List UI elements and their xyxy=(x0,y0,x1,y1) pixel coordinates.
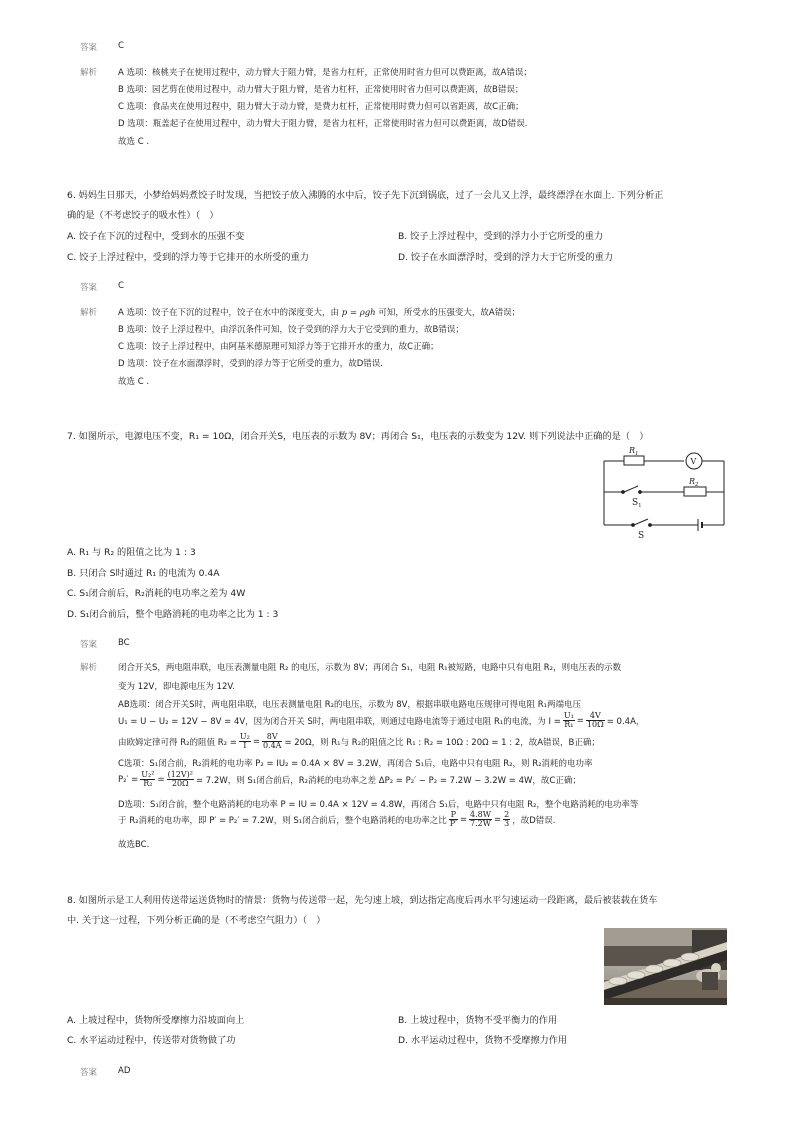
label-s: S xyxy=(638,531,645,541)
answer-value: BC xyxy=(118,638,130,648)
analysis-line: D选项：S₁闭合前，整个电路消耗的电功率 P = IU = 0.4A × 12V = 4.8W，再闭合 S₁后，电路中只有电阻 R₂，整个电路消耗的电功率等 xyxy=(118,800,639,810)
answer-value: C xyxy=(118,41,124,51)
fraction: $\frac{4.8W}{7.2W}$ xyxy=(470,810,491,829)
circuit-diagram xyxy=(598,446,730,542)
answer-label: 答案 xyxy=(80,283,98,293)
svg-text:R1: $R_1$ xyxy=(629,446,639,457)
analysis-line: 由欧姆定律可得 R₂的阻值 R₂ = $\frac{\text{U₂}}{I}$ = $\frac{8V}{0.4A}$ = 20Ω，则 R₁与 R₂的阻值之比 R₁ : R₂ = 10Ω : 20Ω = 1 : 2，故A错误，B正确； xyxy=(118,732,600,751)
fraction: $\frac{8V}{0.4A}$ xyxy=(262,732,282,751)
answer-value: C xyxy=(118,281,124,291)
analysis-line: 故选BC. xyxy=(118,840,150,850)
label-r1: R xyxy=(629,446,636,455)
question-stem: 8. 如图所示是工人利用传送带运送货物时的情景：货物与传送带一起，先匀速上坡，到达指定高度后再水平匀速运动一段距离，最后被装载在货车 xyxy=(67,895,658,906)
question-stem: 中. 关于这一过程，下列分析正确的是（不考虑空气阻力）（ ） xyxy=(67,915,326,926)
answer-value: AD xyxy=(118,1066,131,1076)
option-d: D. 水平运动过程中，货物不受摩擦力作用 xyxy=(398,1035,568,1046)
analysis-line: U₁ = U − U₂ = 12V − 8V = 4V，因为闭合开关 S时，两电阻串联，则通过电路电流等于通过电阻 R₁的电流，为 I = $\frac{\text{U₁}}{\text{R₁}}$ = $\frac{4V}{10\Omega}$ = 0.4A， xyxy=(118,711,645,730)
label-v: V xyxy=(690,457,697,466)
option-a: A. 饺子在下沉的过程中，受到水的压强不变 xyxy=(67,231,245,242)
label-s1: S xyxy=(632,498,639,508)
analysis-line: B 选项：饺子上浮过程中，由浮沉条件可知，饺子受到的浮力大于它受到的重力，故B错误； xyxy=(118,325,464,335)
option-b: B. 饺子上浮过程中，受到的浮力小于它所受的重力 xyxy=(398,231,604,242)
svg-text:S1: $S_1$ xyxy=(632,498,642,509)
option-c: C. 饺子上浮过程中，受到的浮力等于它排开的水所受的重力 xyxy=(67,252,309,263)
analysis-line: B 选项：园艺剪在使用过程中，动力臂大于阻力臂，是省力杠杆，正常使用时省力但可以费距离，故B错误； xyxy=(118,85,524,95)
analysis-label: 解析 xyxy=(80,308,98,318)
analysis-line: AB选项：闭合开关S时，两电阻串联，电压表测量电阻 R₂的电压，示数为 8V，根据串联电路电压规律可得电阻 R₁两端电压 xyxy=(118,700,582,710)
option-a: A. 上坡过程中，货物所受摩擦力沿坡面向上 xyxy=(67,1015,245,1026)
analysis-label: 解析 xyxy=(80,663,98,673)
analysis-text: 可知，所受水的压强变大，故A错误； xyxy=(378,308,521,318)
option-c: C. 水平运动过程中，传送带对货物做了功 xyxy=(67,1035,236,1046)
resistor-r2 xyxy=(684,487,706,496)
resistor-r1 xyxy=(624,456,644,465)
switch-s1 xyxy=(624,486,638,492)
option-c: C. S₁闭合前后，R₂消耗的电功率之差为 4W xyxy=(67,588,246,599)
answer-label: 答案 xyxy=(80,640,98,650)
option-b: B. 上坡过程中，货物不受平衡力的作用 xyxy=(398,1015,558,1026)
analysis-line: A 选项：核桃夹子在使用过程中，动力臂大于阻力臂，是省力杠杆，正常使用时省力但可以费距离，故A错误； xyxy=(118,68,532,78)
fraction: $\frac{\text{U₁}}{\text{R₁}}$ xyxy=(563,711,574,730)
switch-s xyxy=(634,519,648,525)
conveyor-photo xyxy=(604,928,727,1005)
analysis-line xyxy=(118,306,520,318)
answer-label: 答案 xyxy=(80,43,98,53)
question-stem: 确的是（不考虑饺子的吸水性）（ ） xyxy=(67,210,219,221)
analysis-line: C 选项：食品夹在使用过程中，阻力臂大于动力臂，是费力杠杆，正常使用时费力但可以省距离，故C正确； xyxy=(118,102,524,112)
question-stem: 6. 妈妈生日那天，小梦给妈妈煮饺子时发现，当把饺子放入沸腾的水中后，饺子先下沉到锅底，过了一会儿又上浮，最终漂浮在水面上. 下列分析正 xyxy=(67,190,664,201)
formula: p = ρgh xyxy=(341,308,376,318)
answer-label: 答案 xyxy=(80,1068,98,1078)
analysis-text: U₁ = U − U₂ = 12V − 8V = 4V，因为闭合开关 S时，两电阻串联，则通过电路电流等于通过电阻 R₁的电流，为 I = xyxy=(118,716,561,727)
analysis-line: C选项：S₁闭合前，R₂消耗的电功率 P₂ = IU₂ = 0.4A × 8V = 3.2W，再闭合 S₁后，电路中只有电阻 R₂，则 R₂消耗的电功率 xyxy=(118,759,593,769)
analysis-line: 故选 C . xyxy=(118,377,150,387)
option-d: D. 饺子在水面漂浮时，受到的浮力大于它所受的重力 xyxy=(398,252,614,263)
analysis-label: 解析 xyxy=(80,68,98,78)
fraction: $\frac{\text{(12V)²}}{20\Omega}$ xyxy=(167,770,193,789)
fraction: $\frac{\text{U₂}}{I}$ xyxy=(239,732,250,751)
fraction: $\frac{\text{U₂²}}{\text{R₂}}$ xyxy=(141,770,155,789)
analysis-line: 于 R₂消耗的电功率，即 P′ = P₂′ = 7.2W，则 S₁闭合前后，整个电路消耗的电功率之比 $\frac{P}{P'}$ = $\frac{4.8W}{7.2W}$ = $\frac{2}{3}$ ，故D错误. xyxy=(118,810,556,829)
analysis-line: D 选项：饺子在水面漂浮时，受到的浮力等于它所受的重力，故D错误. xyxy=(118,359,383,369)
label-r2: R xyxy=(689,477,696,486)
analysis-line: 故选 C . xyxy=(118,137,150,147)
analysis-line: 变为 12V，即电源电压为 12V. xyxy=(118,682,235,692)
fraction: $\frac{2}{3}$ xyxy=(504,810,510,829)
analysis-text: A 选项：饺子在下沉的过程中，饺子在水中的深度变大，由 xyxy=(118,308,340,318)
option-b: B. 只闭合 S时通过 R₁ 的电流为 0.4A xyxy=(67,568,220,579)
analysis-line: P₂′ = $\frac{\text{U₂²}}{\text{R₂}}$ = $\frac{\text{(12V)²}}{20\Omega}$ = 7.2W，则 S₁闭合前后，R₂消耗的电功率之差 ΔP₂ = P₂′ − P₂ = 7.2W − 3.2W = 4W，故C正确； xyxy=(118,770,581,789)
analysis-line: D 选项：瓶盖起子在使用过程中，动力臂大于阻力臂，是省力杠杆，正常使用时省力但可以费距离，故D错误. xyxy=(118,119,528,129)
fraction: $\frac{P}{P'}$ xyxy=(449,810,457,829)
option-a: A. R₁ 与 R₂ 的阻值之比为 1 : 3 xyxy=(67,547,196,558)
svg-text:R2: $R_2$ xyxy=(689,477,699,488)
analysis-line: C 选项：饺子上浮过程中，由阿基米德原理可知浮力等于它排开水的重力，故C正确； xyxy=(118,342,439,352)
analysis-line: 闭合开关S，两电阻串联，电压表测量电阻 R₂ 的电压，示数为 8V；再闭合 S₁，电阻 R₁被短路，电路中只有电阻 R₂，则电压表的示数 xyxy=(118,663,622,673)
option-d: D. S₁闭合前后，整个电路消耗的电功率之比为 1 : 3 xyxy=(67,609,279,620)
question-stem: 7. 如图所示，电源电压不变，R₁ = 10Ω，闭合开关S，电压表的示数为 8V；再闭合 S₁，电压表的示数变为 12V. 则下列说法中正确的是（ ） xyxy=(67,431,649,442)
fraction: $\frac{4V}{10\Omega}$ xyxy=(586,711,604,730)
